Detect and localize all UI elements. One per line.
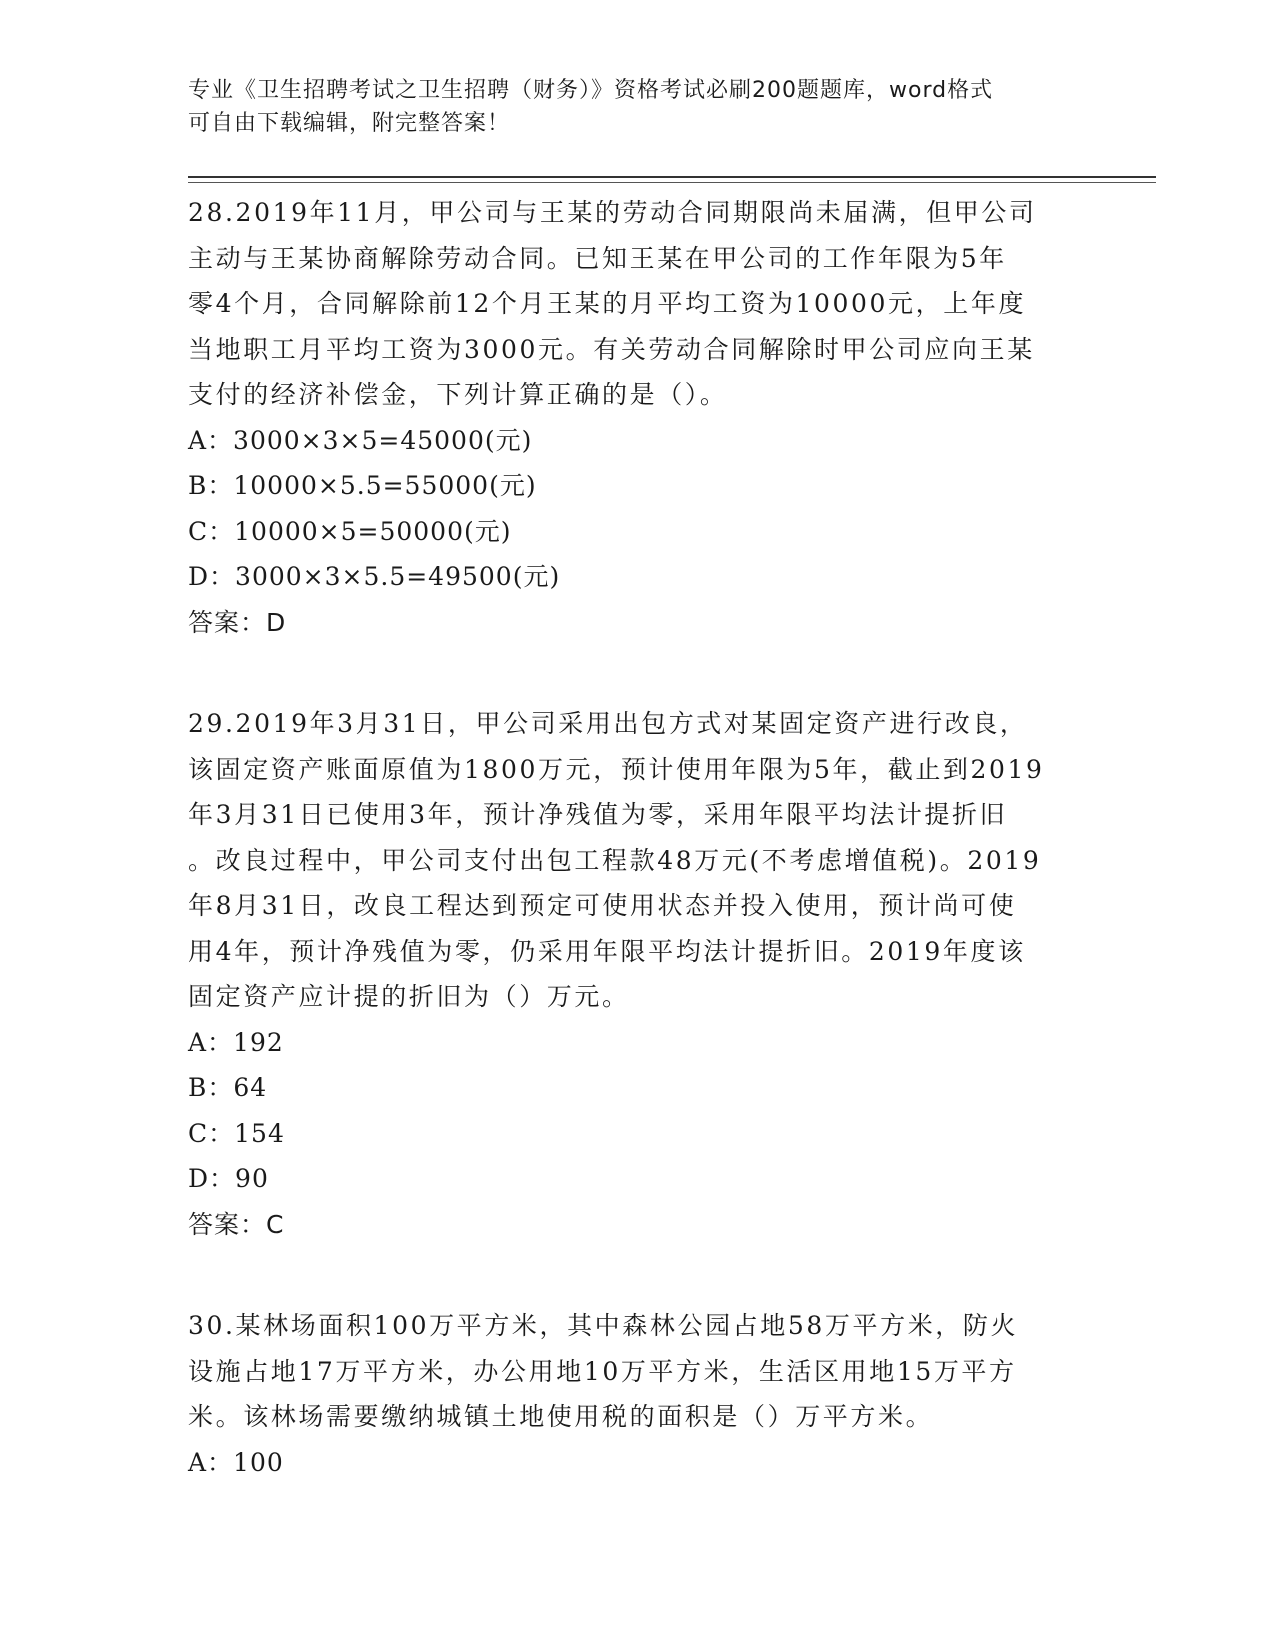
question-stem-line: 用4年，预计净残值为零，仍采用年限平均法计提折旧。2019年度该 bbox=[188, 936, 1026, 966]
question-stem-line: 28.2019年11月，甲公司与王某的劳动合同期限尚未届满，但甲公司 bbox=[188, 198, 1037, 227]
question-28 bbox=[188, 190, 1088, 645]
option-d: D：3000×3×5.5=49500(元) bbox=[188, 562, 561, 591]
question-stem-line: 设施占地17万平方米，办公用地10万平方米，生活区用地15万平方 bbox=[188, 1356, 1017, 1386]
option-b: B：10000×5.5=55000(元) bbox=[188, 471, 537, 500]
question-stem-line: 当地职工月平均工资为3000元。有关劳动合同解除时甲公司应向王某 bbox=[188, 334, 1035, 364]
question-stem-line: 年8月31日，改良工程达到预定可使用状态并投入使用，预计尚可使 bbox=[188, 891, 1017, 920]
option-b: B：64 bbox=[188, 1073, 268, 1102]
option-c: C：10000×5=50000(元) bbox=[188, 516, 512, 546]
question-stem-line: 该固定资产账面原值为1800万元，预计使用年限为5年，截止到2019 bbox=[188, 754, 1045, 784]
option-a: A：192 bbox=[188, 1027, 284, 1057]
option-a: A：3000×3×5=45000(元) bbox=[188, 425, 533, 455]
document-header bbox=[188, 74, 1088, 140]
header-divider-thin bbox=[188, 182, 1156, 183]
header-divider-thick bbox=[188, 176, 1156, 178]
header-line-2: 可自由下载编辑，附完整答案！ bbox=[188, 111, 511, 136]
question-29 bbox=[188, 701, 1088, 1247]
question-stem-line: 主动与王某协商解除劳动合同。已知王某在甲公司的工作年限为5年 bbox=[188, 243, 1007, 273]
option-d: D：90 bbox=[188, 1164, 269, 1193]
question-stem-line: 米。该林场需要缴纳城镇土地使用税的面积是（）万平方米。 bbox=[188, 1402, 934, 1431]
question-stem-line: 。改良过程中，甲公司支付出包工程款48万元(不考虑增值税)。2019 bbox=[188, 845, 1042, 875]
option-a: A：100 bbox=[188, 1447, 284, 1477]
answer-line: 答案：D bbox=[188, 607, 287, 637]
question-list bbox=[188, 190, 1088, 1541]
answer-line: 答案：C bbox=[188, 1209, 285, 1239]
question-stem-line: 固定资产应计提的折旧为（）万元。 bbox=[188, 982, 630, 1011]
question-stem-line: 零4个月，合同解除前12个月王某的月平均工资为10000元，上年度 bbox=[188, 289, 1027, 318]
option-c: C：154 bbox=[188, 1118, 285, 1148]
question-30 bbox=[188, 1303, 1088, 1485]
question-stem-line: 30.某林场面积100万平方米，其中森林公园占地58万平方米，防火 bbox=[188, 1311, 1019, 1340]
question-stem-line: 29.2019年3月31日，甲公司采用出包方式对某固定资产进行改良， bbox=[188, 709, 1028, 738]
question-stem-line: 支付的经济补偿金，下列计算正确的是（）。 bbox=[188, 380, 728, 409]
header-line-1: 专业《卫生招聘考试之卫生招聘（财务）》资格考试必刷200题题库，word格式 bbox=[188, 78, 994, 103]
question-stem-line: 年3月31日已使用3年，预计净残值为零，采用年限平均法计提折旧 bbox=[188, 800, 1008, 829]
